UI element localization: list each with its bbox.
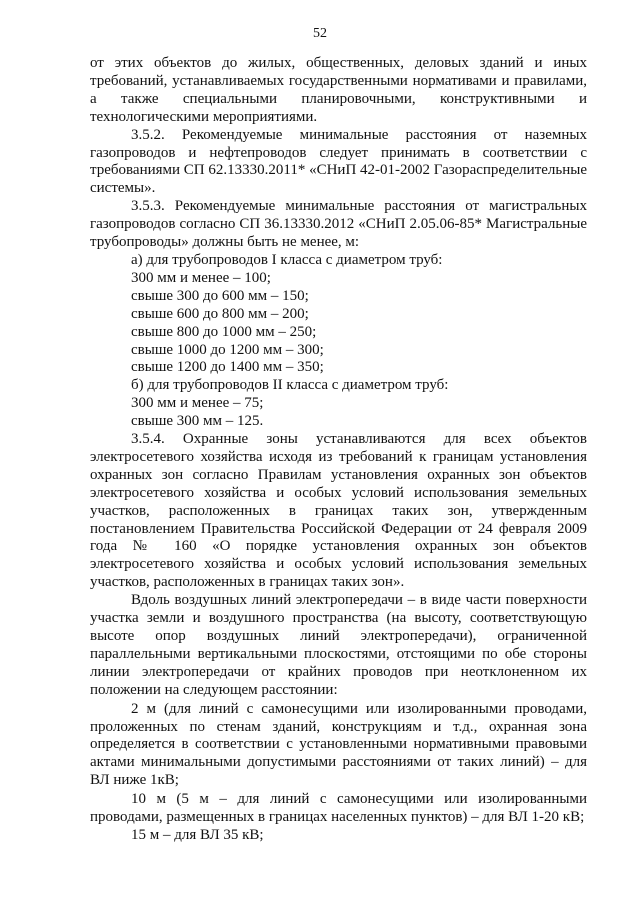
paragraph: от этих объектов до жилых, общественных, деловых зданий и иных требований, устанавливаемых государственными нормативами и правилами, а также специальными планировочными, конструктивными и технологическими мероприятиями. bbox=[90, 55, 587, 125]
list-item: б) для трубопроводов II класса с диаметром труб: bbox=[131, 377, 449, 394]
list-item: свыше 1200 до 1400 мм – 350; bbox=[131, 359, 324, 376]
paragraph: 3.5.3. Рекомендуемые минимальные расстояния от магистральных газопроводов согласно СП 36.13330.2012 «СНиП 2.05.06-85* Магистральные трубопроводы» должны быть не менее, м: bbox=[90, 198, 587, 251]
page-number: 52 bbox=[313, 26, 327, 41]
list-item: свыше 1000 до 1200 мм – 300; bbox=[131, 341, 324, 358]
list-item: а) для трубопроводов I класса с диаметром труб: bbox=[131, 251, 443, 268]
list-item: свыше 300 до 600 мм – 150; bbox=[131, 287, 309, 304]
paragraph: 15 м – для ВЛ 35 кВ; bbox=[131, 826, 264, 843]
document-body bbox=[90, 55, 587, 845]
paragraph: 3.5.2. Рекомендуемые минимальные расстояния от наземных газопроводов и нефтепроводов следует принимать в соответствии с требованиями СП 62.13330.2011* «СНиП 42-01-2002 Газораспределительные системы». bbox=[90, 126, 587, 197]
paragraph: 10 м (5 м – для линий с самонесущими или изолированными проводами, размещенных в границах населенных пунктов) – для ВЛ 1-20 кВ; bbox=[90, 791, 587, 826]
paragraph: 3.5.4. Охранные зоны устанавливаются для всех объектов электросетевого хозяйства исходя из требований к границам установления охранных зон согласно Правилам установления охранных зон объектов электросетевого хозяйства и особых условий использования земельных участков, расположенных в границах таких зон, утвержденным постановлением Правительства Российской Федерации от 24 февраля 2009 года № 160 «О порядке установления охранных зон объектов электросетевого хозяйства и особых условий использования земельных участков, расположенных в границах таких зон». bbox=[90, 431, 587, 591]
paragraph: 2 м (для линий с самонесущими или изолированными проводами, проложенных по стенам зданий, конструкциям и т.д., охранная зона определяется в соответствии с установленными нормативными правовыми актами минимальными допустимыми расстояниями от таких линий) – для ВЛ ниже 1кВ; bbox=[90, 700, 587, 789]
list-item: 300 мм и менее – 75; bbox=[131, 395, 264, 412]
list-item: 300 мм и менее – 100; bbox=[131, 269, 271, 286]
paragraph: Вдоль воздушных линий электропередачи – в виде части поверхности участка земли и воздушного пространства (на высоту, соответствующую высоте опор воздушных линий электропередачи), ограниченной параллельными вертикальными плоскостями, отстоящими по обе стороны линии электропередачи от крайних проводов при неотклоненном их положении на следующем расстоянии: bbox=[90, 592, 587, 698]
list-item: свыше 600 до 800 мм – 200; bbox=[131, 305, 309, 322]
list-item: свыше 300 мм – 125. bbox=[131, 413, 264, 430]
list-item: свыше 800 до 1000 мм – 250; bbox=[131, 323, 317, 340]
